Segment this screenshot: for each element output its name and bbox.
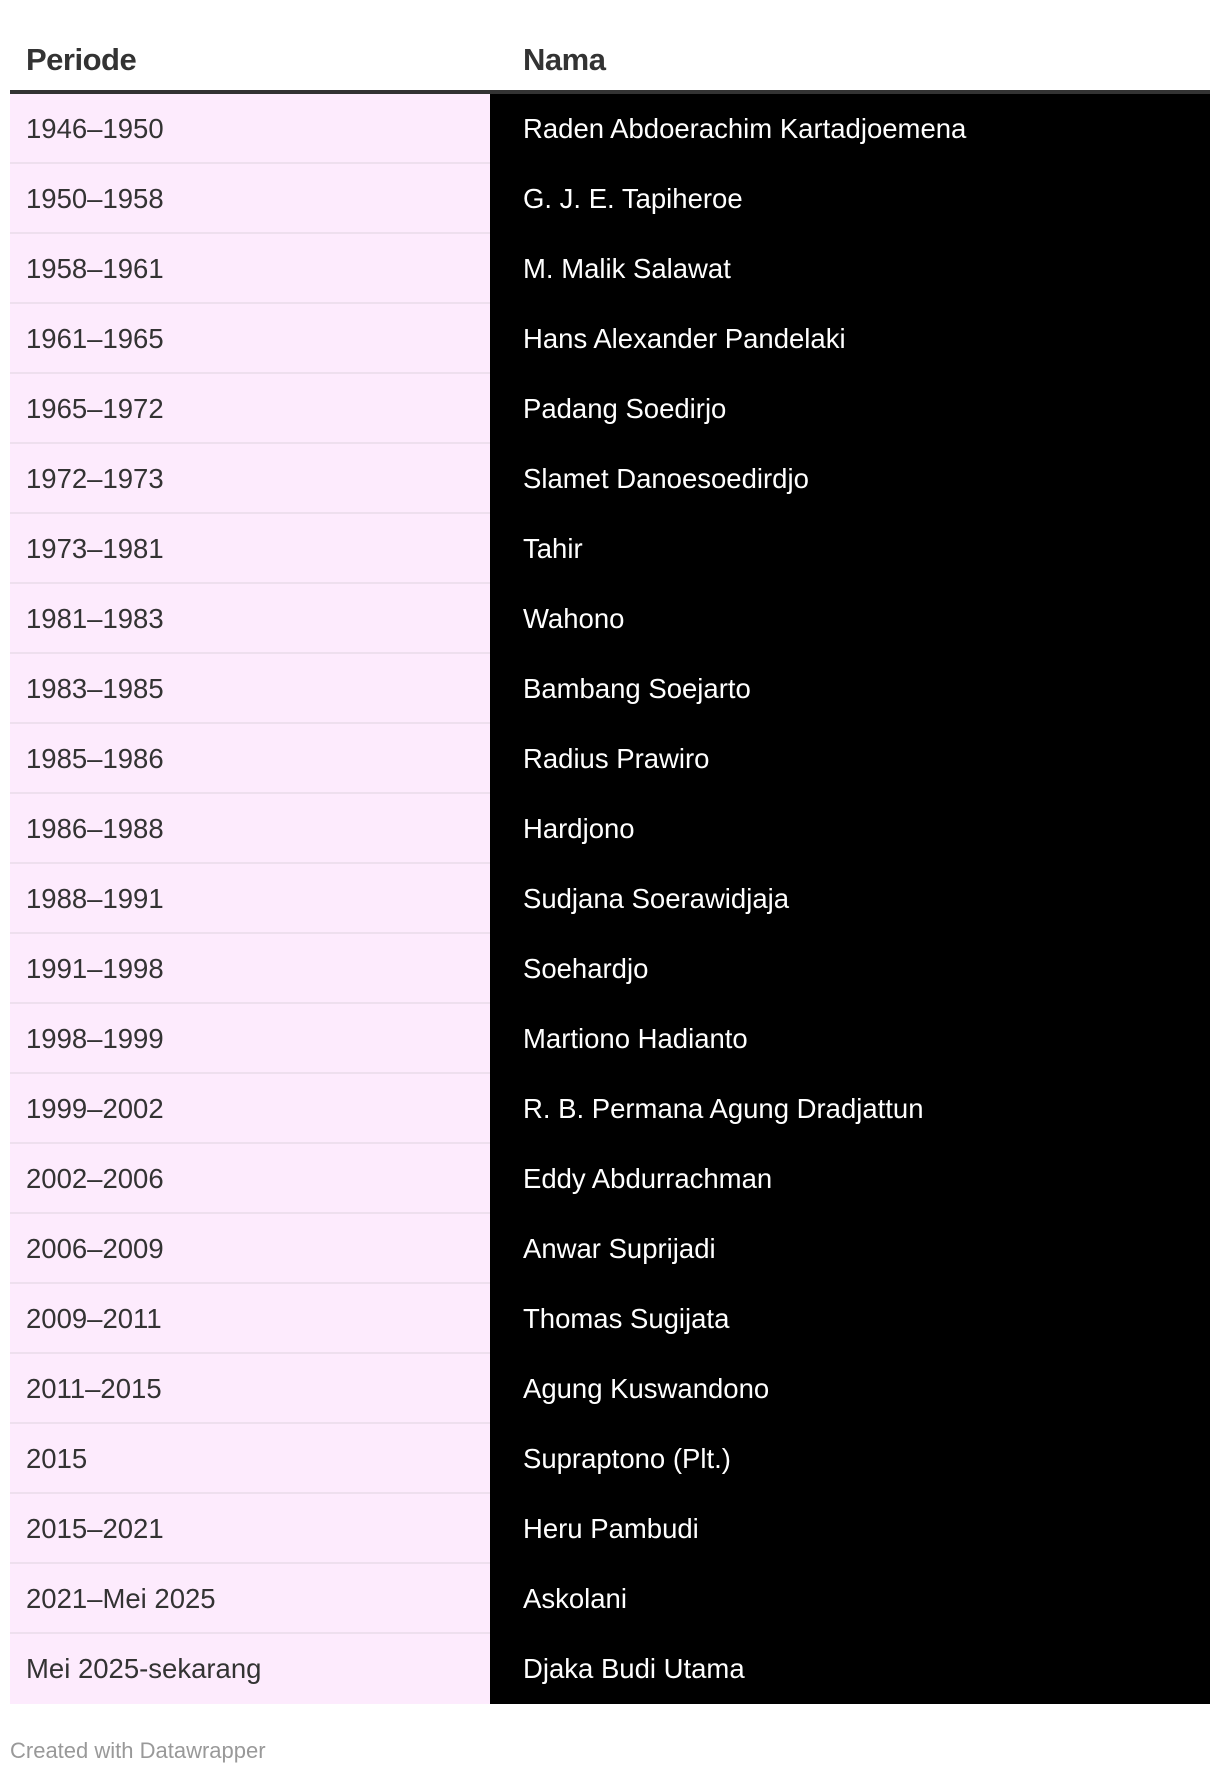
cell-nama: M. Malik Salawat [490,234,1210,304]
cell-nama: Bambang Soejarto [490,654,1210,724]
cell-periode: 1965–1972 [10,374,490,444]
cell-nama: Eddy Abdurrachman [490,1144,1210,1214]
cell-nama: Raden Abdoerachim Kartadjoemena [490,94,1210,164]
cell-nama: Martiono Hadianto [490,1004,1210,1074]
table-row [10,1634,1210,1704]
cell-periode: 1985–1986 [10,724,490,794]
table-row [10,1564,1210,1634]
table-row [10,1424,1210,1494]
table-row [10,1494,1210,1564]
cell-periode: 1950–1958 [10,164,490,234]
table-row [10,1144,1210,1214]
cell-nama: G. J. E. Tapiheroe [490,164,1210,234]
table-header-row [10,24,1210,94]
cell-periode: Mei 2025-sekarang [10,1634,490,1704]
table-row [10,1354,1210,1424]
cell-nama: Hardjono [490,794,1210,864]
table-row [10,864,1210,934]
table-row [10,1214,1210,1284]
table-row [10,1004,1210,1074]
column-header-nama[interactable]: Nama [523,42,606,77]
table-row [10,234,1210,304]
data-table [10,24,1210,1704]
cell-nama: R. B. Permana Agung Dradjattun [490,1074,1210,1144]
cell-nama: Djaka Budi Utama [490,1634,1210,1704]
cell-periode: 1991–1998 [10,934,490,1004]
table-body [10,94,1210,1704]
table-row [10,794,1210,864]
cell-nama: Heru Pambudi [490,1494,1210,1564]
cell-nama: Agung Kuswandono [490,1354,1210,1424]
cell-periode: 1981–1983 [10,584,490,654]
table-row [10,654,1210,724]
table-row [10,934,1210,1004]
cell-periode: 1958–1961 [10,234,490,304]
cell-periode: 2006–2009 [10,1214,490,1284]
cell-nama: Tahir [490,514,1210,584]
cell-periode: 2002–2006 [10,1144,490,1214]
table-row [10,1074,1210,1144]
table-row [10,1284,1210,1354]
table-row [10,724,1210,794]
datawrapper-credit: Created with Datawrapper [10,1738,266,1763]
cell-periode: 1988–1991 [10,864,490,934]
cell-nama: Padang Soedirjo [490,374,1210,444]
cell-periode: 2011–2015 [10,1354,490,1424]
column-header-periode[interactable]: Periode [26,42,137,77]
cell-nama: Wahono [490,584,1210,654]
cell-periode: 2015 [10,1424,490,1494]
cell-nama: Radius Prawiro [490,724,1210,794]
table-row [10,584,1210,654]
table-row [10,304,1210,374]
table-row [10,514,1210,584]
cell-periode: 1946–1950 [10,94,490,164]
table-row [10,374,1210,444]
cell-nama: Hans Alexander Pandelaki [490,304,1210,374]
cell-nama: Askolani [490,1564,1210,1634]
cell-nama: Anwar Suprijadi [490,1214,1210,1284]
cell-nama: Thomas Sugijata [490,1284,1210,1354]
cell-periode: 2009–2011 [10,1284,490,1354]
table-row [10,444,1210,514]
cell-periode: 1998–1999 [10,1004,490,1074]
cell-periode: 2015–2021 [10,1494,490,1564]
cell-nama: Sudjana Soerawidjaja [490,864,1210,934]
cell-periode: 1983–1985 [10,654,490,724]
cell-periode: 1973–1981 [10,514,490,584]
cell-nama: Soehardjo [490,934,1210,1004]
table-row [10,94,1210,164]
cell-periode: 2021–Mei 2025 [10,1564,490,1634]
cell-nama: Supraptono (Plt.) [490,1424,1210,1494]
cell-periode: 1961–1965 [10,304,490,374]
cell-periode: 1999–2002 [10,1074,490,1144]
cell-periode: 1972–1973 [10,444,490,514]
cell-nama: Slamet Danoesoedirdjo [490,444,1210,514]
table-row [10,164,1210,234]
cell-periode: 1986–1988 [10,794,490,864]
